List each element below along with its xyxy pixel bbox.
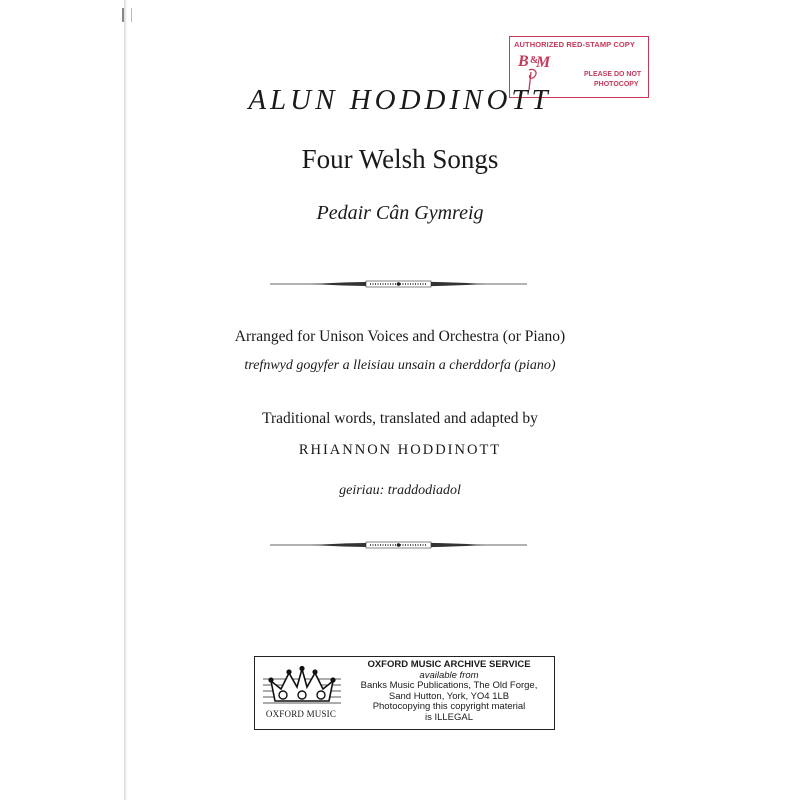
archive-heading: OXFORD MUSIC ARCHIVE SERVICE	[367, 659, 531, 670]
archive-service-text	[343, 660, 555, 723]
ornament-divider-top	[270, 278, 527, 290]
arrangement-text-welsh: trefnwyd gogyfer a lleisiau unsain a cherddorfa (piano)	[244, 358, 556, 373]
oxford-music-label: OXFORD MUSIC	[265, 709, 337, 719]
welsh-subtitle: Pedair Cân Gymreig	[316, 202, 484, 224]
stamp-notice-line-1: PLEASE DO NOT	[584, 71, 642, 78]
archive-address-line-2: Sand Hutton, York, YO4 1LB	[388, 690, 510, 702]
arrangement-text: Arranged for Unison Voices and Orchestra (or Piano)	[234, 328, 566, 345]
archive-warning-line-1: Photocopying this copyright material	[372, 701, 526, 712]
archive-service-box	[254, 656, 555, 730]
lyricist-name: RHIANNON HODDINOTT	[298, 442, 502, 458]
page-spine	[124, 0, 127, 800]
spine-mark	[122, 8, 132, 22]
page-title: Four Welsh Songs	[301, 144, 499, 174]
svg-text:&: &	[530, 55, 539, 66]
archive-available-from: available from	[419, 669, 479, 681]
ornament-divider-bottom	[270, 539, 527, 551]
svg-text:M: M	[536, 54, 551, 71]
svg-text:B: B	[518, 53, 529, 70]
words-credit-welsh: geiriau: traddodiadol	[339, 483, 461, 498]
oxford-music-crown-icon	[261, 665, 343, 705]
archive-warning-line-2: is ILLEGAL	[424, 711, 474, 723]
composer-name: ALUN HODDINOTT	[248, 84, 552, 116]
words-credit: Traditional words, translated and adapted by	[262, 410, 538, 427]
archive-address-line-1: Banks Music Publications, The Old Forge,	[360, 680, 538, 691]
stamp-notice-line-2: PHOTOCOPY	[594, 81, 639, 88]
stamp-top-line: AUTHORIZED RED-STAMP COPY	[514, 40, 635, 49]
